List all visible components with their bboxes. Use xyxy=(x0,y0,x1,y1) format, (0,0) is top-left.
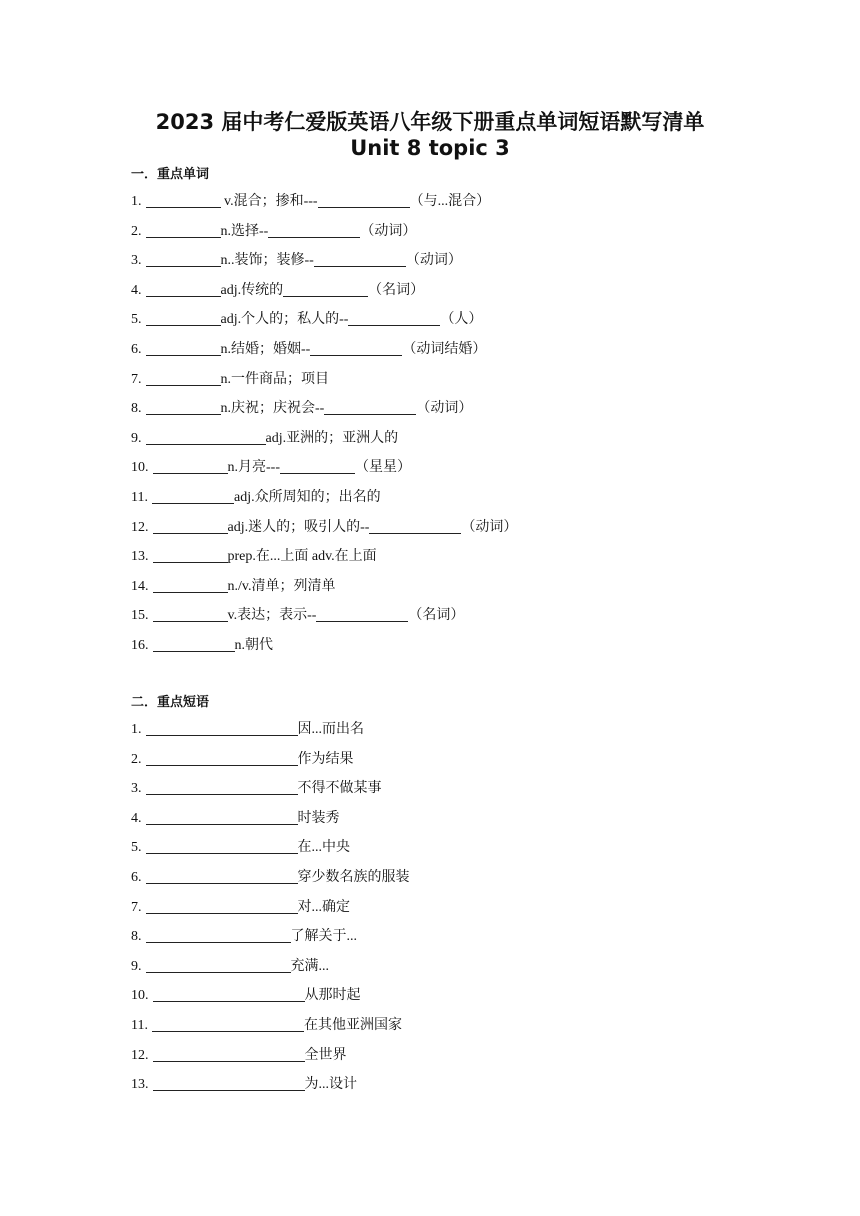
item-number: 13. xyxy=(131,549,149,565)
item-text: adj.个人的；私人的-- xyxy=(220,312,349,328)
fill-in-blank[interactable] xyxy=(153,458,228,474)
fill-in-blank[interactable] xyxy=(146,340,221,356)
item-text: n.一件商品；项目 xyxy=(220,371,329,387)
item-text: 不得不做某事 xyxy=(297,781,382,797)
item-number: 13. xyxy=(131,1077,149,1093)
item-text: （与...混合） xyxy=(409,194,491,209)
phrase-item xyxy=(131,893,410,923)
item-number: 1. xyxy=(131,194,142,209)
item-number: 8. xyxy=(131,929,142,945)
word-item xyxy=(131,424,517,454)
fill-in-blank[interactable] xyxy=(283,281,368,297)
fill-in-blank[interactable] xyxy=(153,1046,305,1062)
item-number: 5. xyxy=(131,312,142,328)
word-item xyxy=(131,305,517,335)
fill-in-blank[interactable] xyxy=(146,310,221,326)
item-text: n.朝代 xyxy=(234,637,273,653)
document-subtitle: Unit 8 topic 3 xyxy=(350,136,510,160)
item-number: 7. xyxy=(131,899,142,915)
fill-in-blank[interactable] xyxy=(152,488,234,504)
item-text: （名词） xyxy=(408,608,465,624)
item-number: 3. xyxy=(131,253,142,269)
phrase-item xyxy=(131,1011,410,1041)
fill-in-blank[interactable] xyxy=(153,986,305,1002)
item-text: adj.众所周知的；出名的 xyxy=(233,489,381,505)
item-text: 充满... xyxy=(290,958,329,974)
fill-in-blank[interactable] xyxy=(280,458,355,474)
word-item xyxy=(131,483,517,513)
document-title: 2023 届中考仁爱版英语八年级下册重点单词短语默写清单 xyxy=(155,110,705,134)
fill-in-blank[interactable] xyxy=(268,222,360,238)
fill-in-blank[interactable] xyxy=(146,838,298,854)
fill-in-blank[interactable] xyxy=(316,606,408,622)
item-number: 9. xyxy=(131,958,142,974)
fill-in-blank[interactable] xyxy=(153,547,228,563)
item-text: 作为结果 xyxy=(297,751,354,767)
item-number: 2. xyxy=(131,751,142,767)
item-number: 8. xyxy=(131,401,142,417)
item-text: n./v.清单；列清单 xyxy=(227,578,336,594)
section-heading-words: 一．重点单词 xyxy=(131,167,210,182)
item-number: 6. xyxy=(131,341,142,357)
item-text: （动词） xyxy=(360,223,417,239)
item-number: 9. xyxy=(131,430,142,446)
word-item xyxy=(131,542,517,572)
item-text: prep.在...上面 adv.在上面 xyxy=(227,549,377,565)
item-number: 4. xyxy=(131,282,142,298)
item-text: v.表达；表示-- xyxy=(227,608,317,624)
word-item xyxy=(131,513,517,543)
item-text: n.结婚；婚姻-- xyxy=(220,341,311,357)
fill-in-blank[interactable] xyxy=(310,340,402,356)
word-list xyxy=(131,187,517,661)
phrase-item xyxy=(131,952,410,982)
fill-in-blank[interactable] xyxy=(146,957,291,973)
phrase-item xyxy=(131,804,410,834)
item-text: （名词） xyxy=(368,282,425,298)
word-item xyxy=(131,601,517,631)
item-text: n.庆祝；庆祝会-- xyxy=(220,401,325,417)
item-number: 2. xyxy=(131,223,142,239)
item-number: 10. xyxy=(131,460,149,476)
word-item xyxy=(131,217,517,247)
fill-in-blank[interactable] xyxy=(369,518,461,534)
item-text: 全世界 xyxy=(304,1047,347,1063)
item-number: 10. xyxy=(131,988,149,1004)
item-text: （星星） xyxy=(355,460,411,476)
fill-in-blank[interactable] xyxy=(153,518,228,534)
item-number: 12. xyxy=(131,519,149,535)
item-text: （人） xyxy=(440,312,483,328)
fill-in-blank[interactable] xyxy=(146,370,221,386)
fill-in-blank[interactable] xyxy=(314,251,406,267)
item-text: （动词） xyxy=(405,253,462,269)
item-text: 对...确定 xyxy=(297,899,350,915)
item-text: 从那时起 xyxy=(304,988,361,1004)
item-text: （动词） xyxy=(416,401,473,417)
fill-in-blank[interactable] xyxy=(153,1075,305,1091)
fill-in-blank[interactable] xyxy=(152,1016,304,1032)
fill-in-blank[interactable] xyxy=(146,222,221,238)
fill-in-blank[interactable] xyxy=(318,192,410,208)
item-text: adj.传统的 xyxy=(220,282,284,298)
item-text: v.混合；掺和--- xyxy=(220,194,318,209)
item-text: n.月亮--- xyxy=(227,460,280,476)
item-number: 12. xyxy=(131,1047,149,1063)
item-text: 了解关于... xyxy=(290,929,357,945)
fill-in-blank[interactable] xyxy=(146,809,298,825)
item-number: 15. xyxy=(131,608,149,624)
phrase-item xyxy=(131,774,410,804)
phrase-item xyxy=(131,715,410,745)
item-number: 11. xyxy=(131,489,148,505)
fill-in-blank[interactable] xyxy=(146,779,298,795)
item-number: 6. xyxy=(131,869,142,885)
word-item xyxy=(131,335,517,365)
phrase-item xyxy=(131,981,410,1011)
word-item xyxy=(131,187,517,217)
fill-in-blank[interactable] xyxy=(146,868,298,884)
item-text: （动词） xyxy=(461,519,518,535)
phrase-item xyxy=(131,833,410,863)
item-text: adj.迷人的；吸引人的-- xyxy=(227,519,370,535)
fill-in-blank[interactable] xyxy=(146,750,298,766)
word-item xyxy=(131,365,517,395)
fill-in-blank[interactable] xyxy=(146,251,221,267)
word-item xyxy=(131,631,517,661)
item-number: 16. xyxy=(131,637,149,653)
item-text: adj.亚洲的；亚洲人的 xyxy=(265,430,399,446)
phrase-item xyxy=(131,1041,410,1071)
fill-in-blank[interactable] xyxy=(146,720,298,736)
fill-in-blank[interactable] xyxy=(324,399,416,415)
item-text: 时装秀 xyxy=(297,810,340,826)
item-text: 因...而出名 xyxy=(297,722,364,737)
item-number: 7. xyxy=(131,371,142,387)
word-item xyxy=(131,246,517,276)
item-number: 11. xyxy=(131,1017,148,1033)
fill-in-blank[interactable] xyxy=(146,898,298,914)
item-text: n.选择-- xyxy=(220,223,269,239)
fill-in-blank[interactable] xyxy=(146,192,221,208)
item-number: 1. xyxy=(131,722,142,737)
item-number: 14. xyxy=(131,578,149,594)
item-text: 在其他亚洲国家 xyxy=(303,1017,402,1033)
item-text: （动词结婚） xyxy=(402,341,487,357)
phrase-item xyxy=(131,745,410,775)
word-item xyxy=(131,394,517,424)
item-text: 在...中央 xyxy=(297,840,350,856)
item-text: 穿少数名族的服装 xyxy=(297,869,410,885)
item-number: 4. xyxy=(131,810,142,826)
word-item xyxy=(131,276,517,306)
phrase-item xyxy=(131,1070,410,1100)
fill-in-blank[interactable] xyxy=(153,577,228,593)
item-text: n..装饰；装修-- xyxy=(220,253,314,269)
word-item xyxy=(131,572,517,602)
phrase-list xyxy=(131,715,410,1100)
fill-in-blank[interactable] xyxy=(153,606,228,622)
item-text: 为...设计 xyxy=(304,1077,357,1093)
fill-in-blank[interactable] xyxy=(348,310,440,326)
item-number: 5. xyxy=(131,840,142,856)
phrase-item xyxy=(131,922,410,952)
fill-in-blank[interactable] xyxy=(146,281,221,297)
word-item xyxy=(131,453,517,483)
section-heading-phrases: 二．重点短语 xyxy=(131,695,210,710)
fill-in-blank[interactable] xyxy=(146,399,221,415)
phrase-item xyxy=(131,863,410,893)
fill-in-blank[interactable] xyxy=(146,927,291,943)
fill-in-blank[interactable] xyxy=(146,429,266,445)
item-number: 3. xyxy=(131,781,142,797)
fill-in-blank[interactable] xyxy=(153,636,235,652)
